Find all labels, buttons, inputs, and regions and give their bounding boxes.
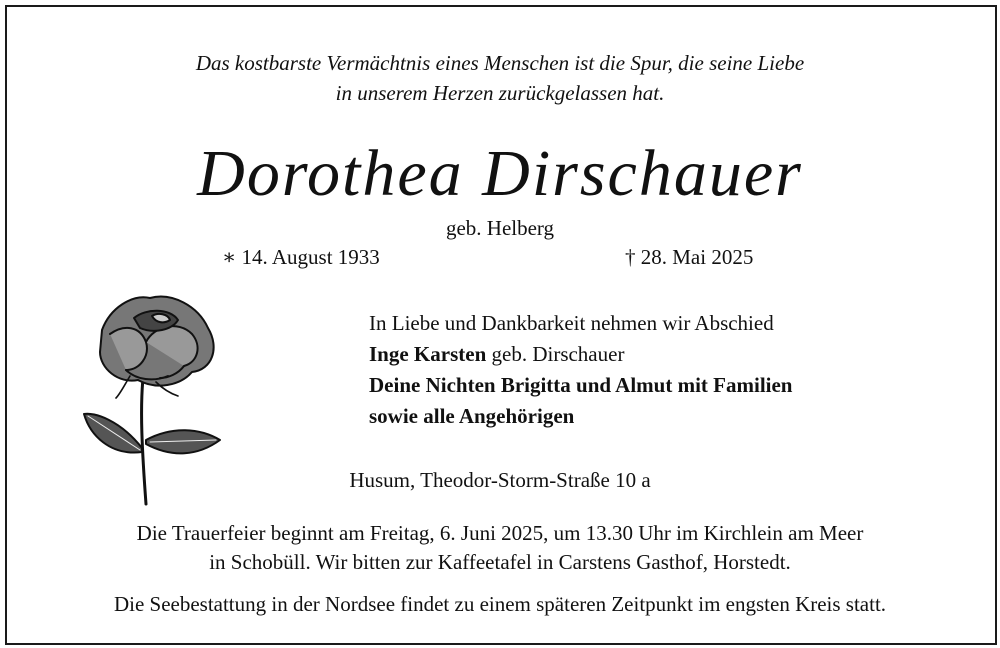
mourner-line-3: sowie alle Angehörigen <box>369 404 575 428</box>
farewell-intro: In Liebe und Dankbarkeit nehmen wir Abschied <box>369 311 774 335</box>
sea-burial-info: Die Seebestattung in der Nordsee findet zu einem späteren Zeitpunkt im engsten Kreis statt. <box>113 592 887 616</box>
funeral-service-info <box>0 519 1000 577</box>
deceased-name: Dorothea Dirschauer <box>197 137 803 210</box>
quote-line-2: in unserem Herzen zurückgelassen hat. <box>335 81 665 105</box>
service-line-1: Die Trauerfeier beginnt am Freitag, 6. Juni 2025, um 13.30 Uhr im Kirchlein am Meer <box>136 521 864 545</box>
mourner-line-1 <box>369 339 793 370</box>
mourners-block <box>369 308 793 432</box>
memorial-quote <box>0 48 1000 108</box>
maiden-name: geb. Helberg <box>445 216 555 240</box>
mourner-maiden-name: geb. Dirschauer <box>486 342 625 366</box>
mourner-name: Inge Karsten <box>369 342 487 366</box>
mourner-line-2: Deine Nichten Brigitta und Almut mit Familien <box>369 373 793 397</box>
family-address: Husum, Theodor-Storm-Straße 10 a <box>349 468 651 492</box>
service-line-2: in Schobüll. Wir bitten zur Kaffeetafel in Carstens Gasthof, Horstedt. <box>209 550 791 574</box>
birth-date: ∗ 14. August 1933 <box>222 245 380 269</box>
death-date: † 28. Mai 2025 <box>625 245 754 269</box>
quote-line-1: Das kostbarste Vermächtnis eines Menschen ist die Spur, die seine Liebe <box>195 51 805 75</box>
